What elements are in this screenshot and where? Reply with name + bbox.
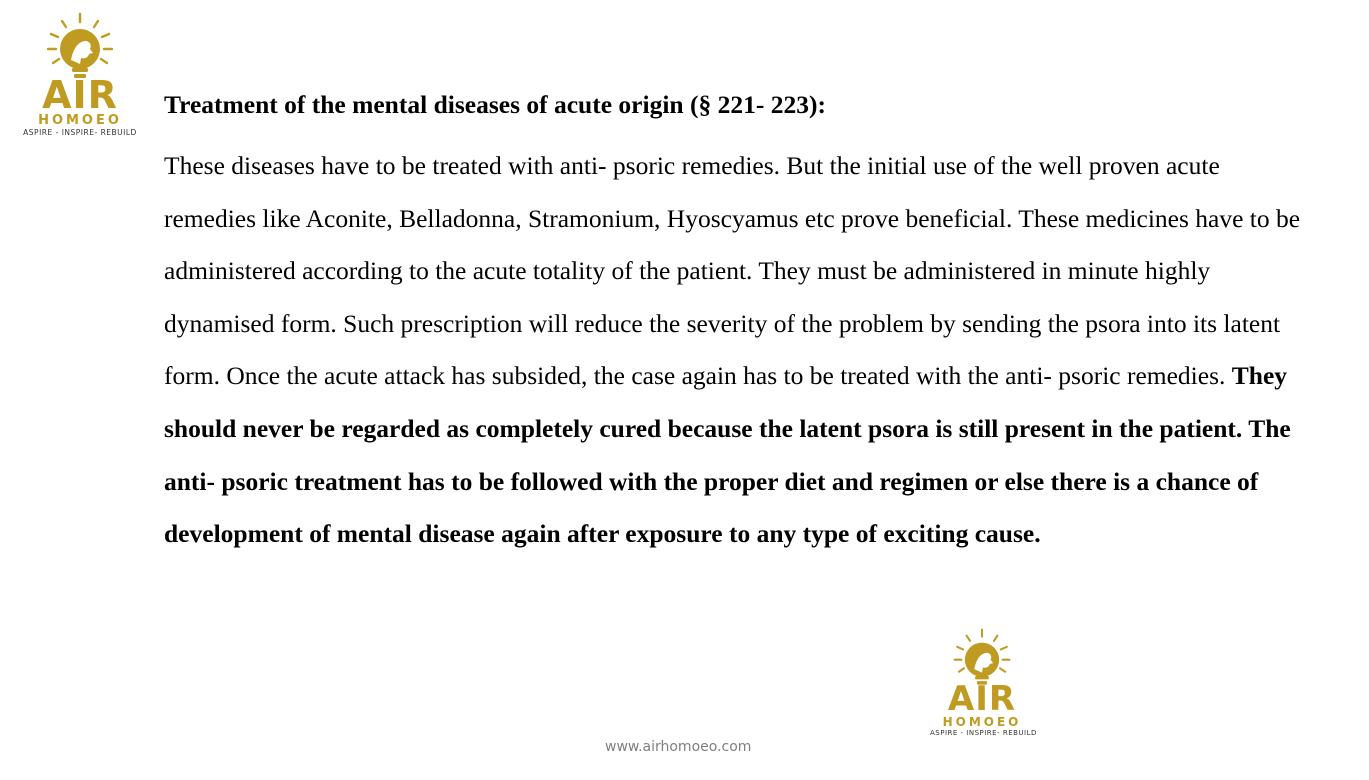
brand-sub: HOMOEO <box>38 113 122 128</box>
slide-heading: Treatment of the mental diseases of acute origin (§ 221- 223): <box>164 90 826 119</box>
bulb-head-icon <box>43 12 117 82</box>
brand-name: AIR <box>947 679 1017 719</box>
brand-name: AIR <box>42 73 118 117</box>
footer-website-url: www.airhomoeo.com <box>605 739 752 755</box>
slide-content <box>164 86 1314 561</box>
brand-tagline: ASPIRE - INSPIRE- REBUILD <box>930 729 1037 738</box>
paragraph-normal-text: These diseases have to be treated with anti- psoric remedies. But the initial use of the well proven acute remedies like Aconite, Belladonna, Stramonium, Hyoscyamus etc prove beneficial. These medicines have to be administered according to the acute totality of the patient. They must be administered in minute highly dynamised form. Such prescription will reduce the severity of the problem by sending the psora into its latent form. Once the acute attack has subsided, the case again has to be treated with the anti- psoric remedies. <box>164 151 1301 391</box>
slide-paragraph <box>164 140 1314 561</box>
paragraph-bold-text: They should never be regarded as completely cured because the latent psora is still present in the patient. The anti- psoric treatment has to be followed with the proper diet and regimen or else there is a chance of development of mental disease again after exposure to any type of exciting cause. <box>164 361 1291 549</box>
brand-tagline: ASPIRE - INSPIRE- REBUILD <box>23 128 137 138</box>
brand-logo-top <box>20 12 140 137</box>
brand-logo-bottom <box>930 628 1037 738</box>
brand-sub: HOMOEO <box>942 715 1022 729</box>
